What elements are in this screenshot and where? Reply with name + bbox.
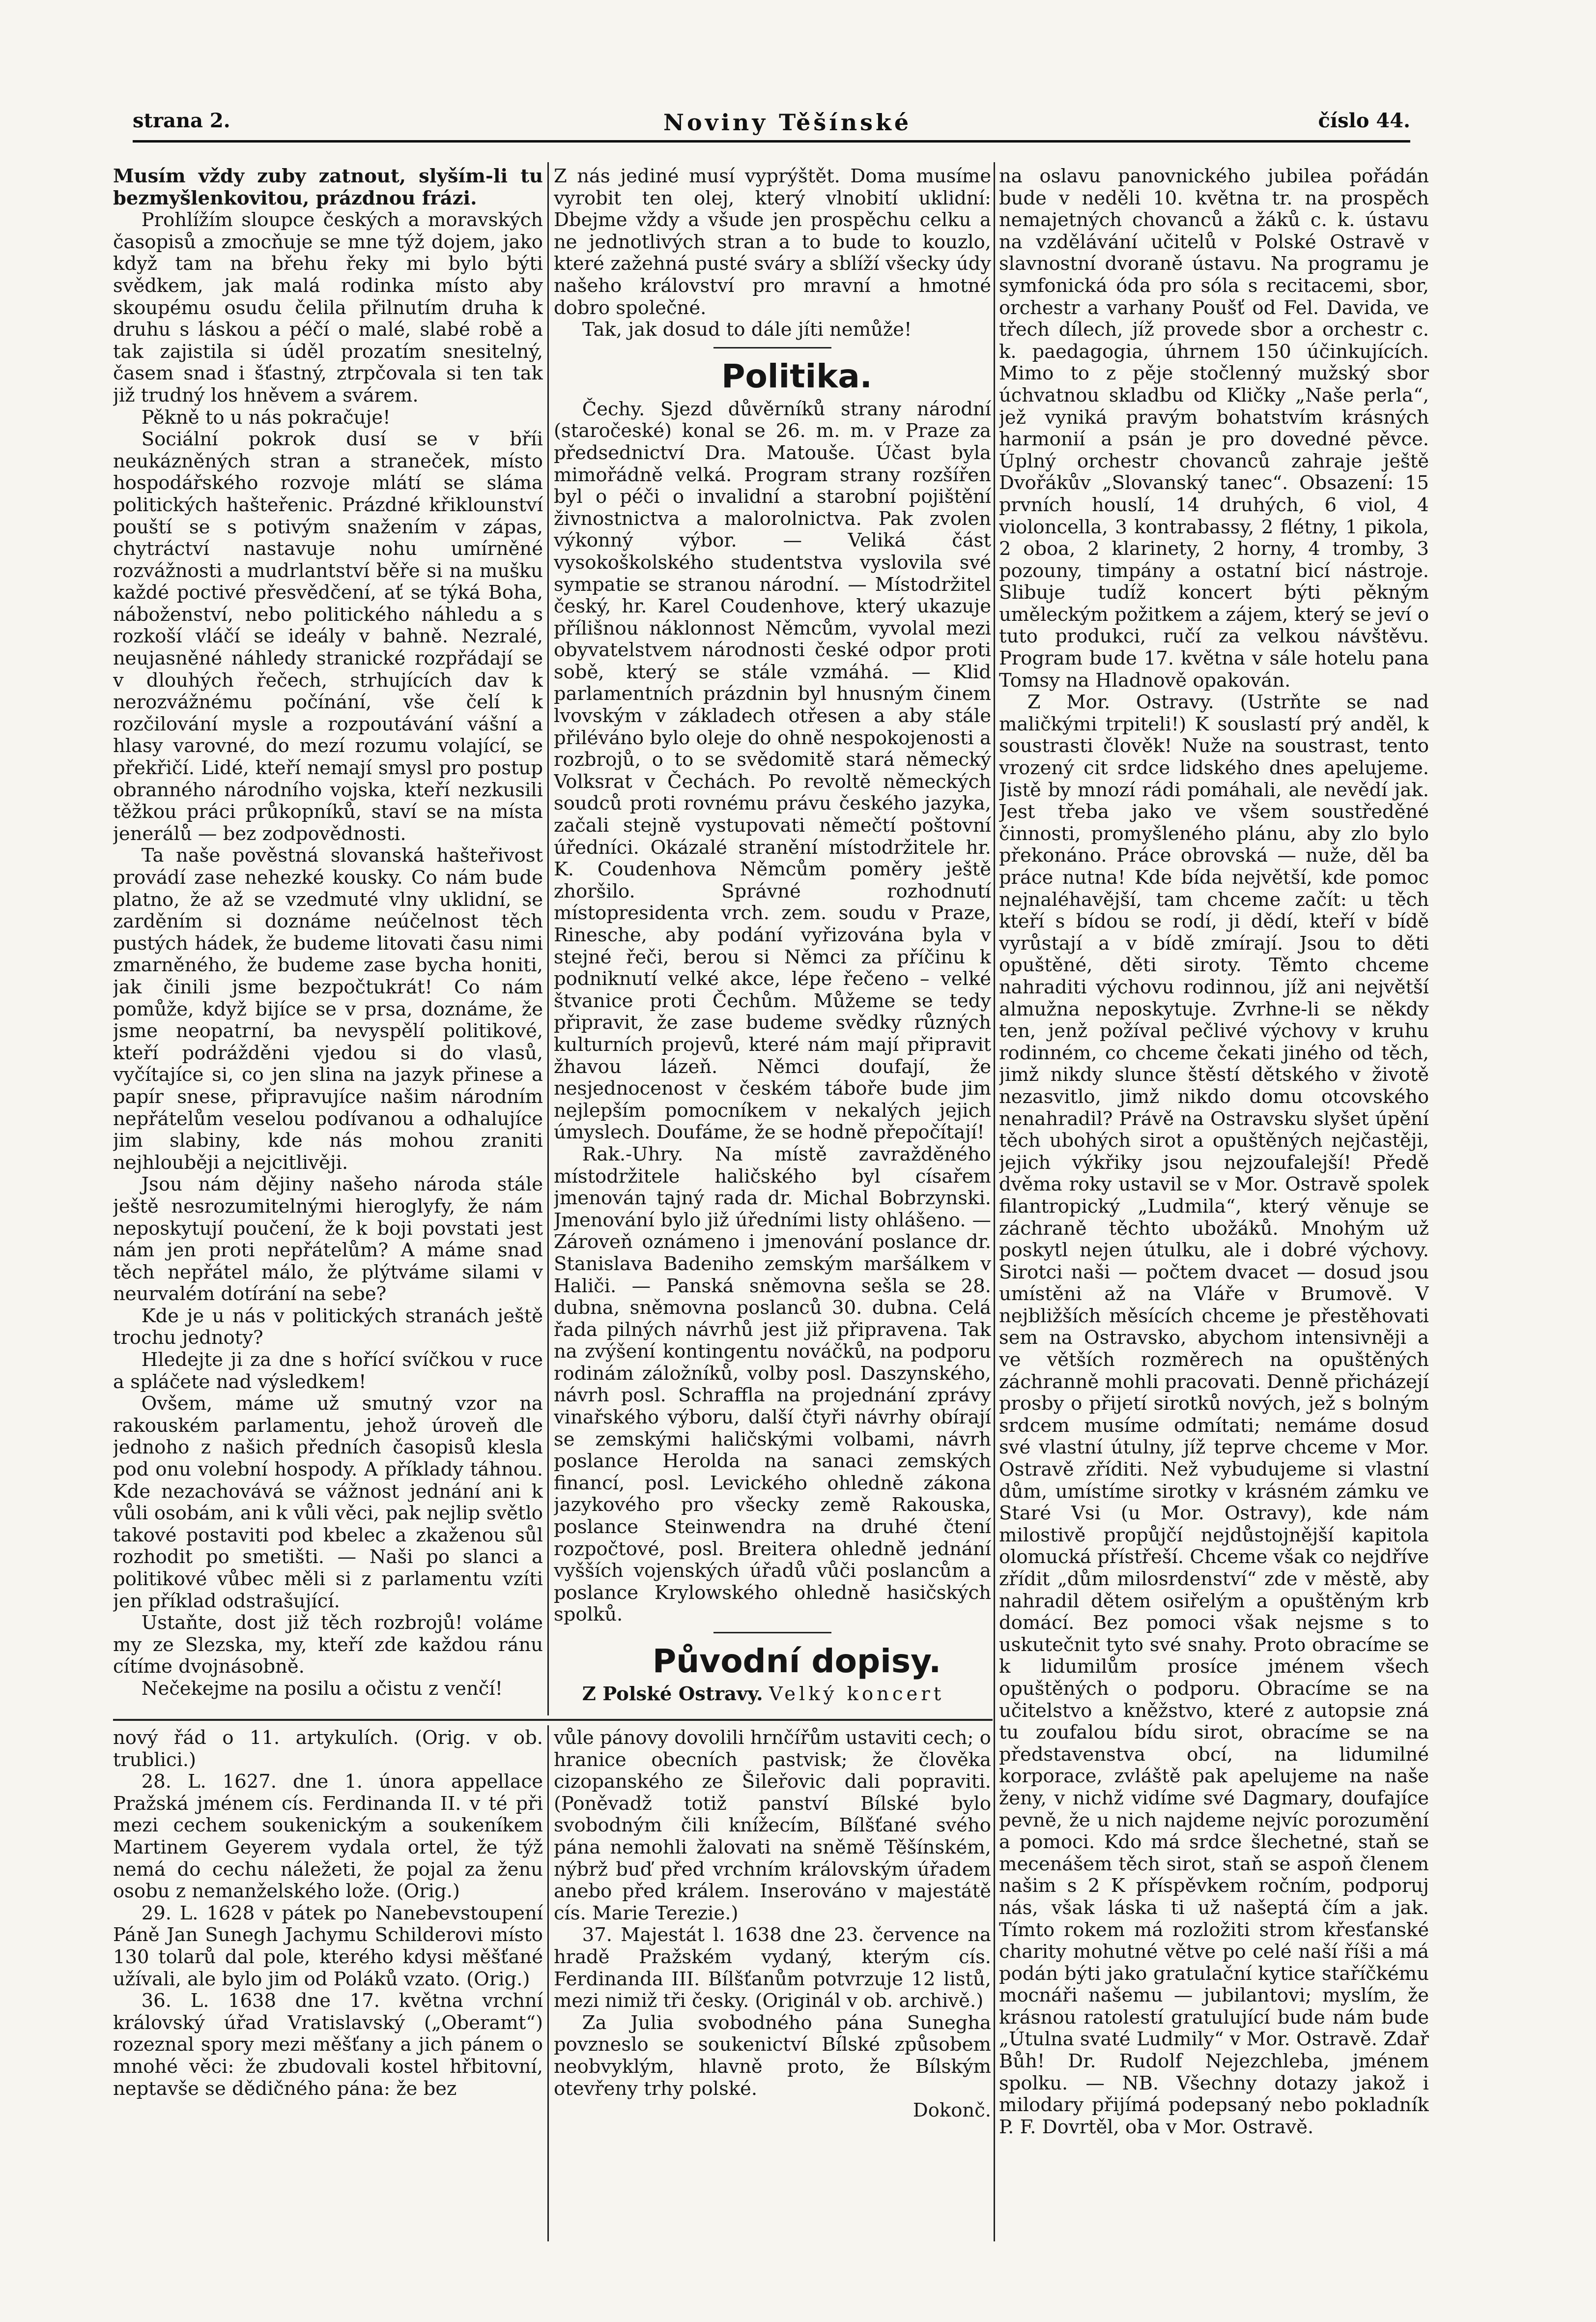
article-column-3 [999,166,1429,2242]
page-header [133,109,1410,144]
paragraph: Tak, jak dosud to dále jíti nemůže! [582,319,912,341]
history-column-2 [554,1727,991,2243]
paragraph: vůle pánovy dovolili hrnčířům ustaviti cech; o hranice obecních pastvisk; že člověka cizopanského ze Šileřovic dali popraviti. (Poněvadž totiž panství Bílské bylo svobodným čili knížecím, Bílšťané svého pána nemohli žalovati na sněmě Těšínském, nýbrž buď před vrchním královským úřadem anebo před králem. Inserováno v majestátě cís. Marie Terezie.) [554,1727,991,1924]
paragraph: Z Mor. Ostravy. (Ustrňte se nad maličkými trpiteli!) K souslastí prý anděl, k soustrasti člověk! Nuže na soustrast, tento vrozený cit srdce lidského dnes apelujeme. Jistě by mnozí rádi pomáhali, ale nevědí jak. Jest třeba jako ve všem soustředěné činnosti, promyšleného plánu, aby zlo bylo překonáno. Práce obrovská — nuže, děl ba práce nutna! Kde bída největší, kde pomoc nejnaléhavější, tam chceme začít: u těch kteří s bídou se rodí, ji dědí, kteří v bídě vyrůstají a v bídě zmírají. Jsou to děti opuštěné, děti siroty. Těmto chceme nahraditi výchovu rodinnou, jíž ani největší almužna neposkytuje. Zvrhne-li se někdy ten, jenž požíval pečlivé výchovy v kruhu rodinném, co chceme čekati jiného od těch, jimž nikdy slunce štěstí dětského v životě nezasvitlo, jimž nikdo domu otcovského nenahradil? Právě na Ostravsku slyšet úpění těch ubohých sirot a opuštěných nejčastěji, jejich výkřiky jsou nejzoufalejší! Předě dvěma roky ustavil se v Mor. Ostravě spolek filantropický „Ludmila“, který věnuje se záchraně těchto ubožáků. Mnohým už poskytl nejen útulku, ale i dobré výchovy. Sirotci naši — počtem dvacet — dosud jsou umístěni až na Vláře v Brumově. V nejbližších měsících chceme je přestěhovati sem na Ostravsko, abychom intensivněji a ve větších rozměrech na opuštěných záchranně mohli pracovati. Denně přicházejí prosby o přijetí sirotků nových, jež s bolným srdcem musíme odmítati; nemáme dosud své vlastní útulny, jíž teprve chceme v Mor. Ostravě zříditi. Než vybudujeme si vlastní dům, umístíme sirotky v krásném zámku ve Staré Vsi (u Mor. Ostravy), kde nám milostivě propůjčí nejdůstojnější kapitola olomucká přístřeší. Chceme však co nejdříve zřídit „dům milosrdenství“ zde v městě, aby nahradil dětem osiřelým a opuštěným krb domácí. Bez pomoci však nejsme s to uskutečnit tyto své snahy. Proto obracíme se k lidumilům prosíce jménem všech opuštěných o podporu. Obracíme se na učitelstvo a kněžstvo, které z autopsie zná tu zoufalou bídu sirot, obracíme se na představenstva obcí, na lidumilné korporace, zvláště pak apelujeme na naše ženy, v nichž vidíme své Dagmary, doufajíce pevně, že u nich najdeme nejvíc porozumění a pomoci. Kdo má srdce šlechetné, staň se mecenášem těch sirot, staň se aspoň členem našim s 2 K příspěvkem ročním, podporuj nás, však láska ti už našeptá čím a jak. Tímto rokem má rozložiti strom křesťanské charity mohutné větve po celé naší říši a má podán býti jako gratulační kytice staříčkému mocnáři našemu — jubilantovi; myslím, že krásnou ratolestí gratulující bude nám bude „Útulna svaté Ludmily“ v Mor. Ostravě. Zdař Bůh! Dr. Rudolf Nejezchleba, jménem spolku. — NB. Všechny dotazy jakož i milodary přijímá podepsaný nebo pokladník P. F. Dovrtěl, oba v Mor. Ostravě. [999,691,1429,2138]
section-heading-politika: Politika. [721,357,872,395]
paragraph: Za Julia svobodného pána Sunegha povzneslo se soukenictví Bílské způsobem neobvyklým, hlavně proto, že Bílským otevřeny trhy polské. [554,2011,991,2100]
article-column-1 [113,166,543,1711]
column-divider [994,162,995,2241]
paragraph: na oslavu panovnického jubilea pořádán bude v neděli 10. května tr. na prospěch nemajetných chovanců a žáků c. k. ústavu na vzdělávání učitelů v Polské Ostravě v slavnostní dvoraně ústavu. Na programu je symfonická óda pro sóla s recitacemi, sbor, orchestr a varhany Poušť od Fel. Davida, ve třech dílech, jíž provede sbor a orchestr c. k. paedagogia, úhrnem 150 účinkujících. Mimo to z pěje stočlenný mužský sbor úchvatnou skladbu od Kličky „Naše perla“, jež vyniká pravým bohatstvím krásných harmonií a psán je pro dovedné pěvce. Úplný orchestr chovanců zahraje ještě Dvořákův „Slovanský tanec“. Obsazení: 15 prvních houslí, 14 druhých, 6 viol, 4 violoncella, 3 kontrabassy, 2 flétny, 1 pikola, 2 oboa, 2 klarinety, 2 horny, 4 tromby, 3 pozouny, timpány a ostatní bicí nástroje. Slibuje tudíž koncert býti pěkným uměleckým požitkem a zájem, který se jeví o tuto produkci, ručí za velkou návštěvu. Program bude 17. května v sále hotelu pana Tomsy na Hladnově opakován. [999,166,1429,692]
paragraph: 37. Majestát l. 1638 dne 23. července na hradě Pražském vydaný, kterým cís. Ferdinanda III. Bílšťanům potvrzuje 12 listů, mezi nimiž tři česky. (Originál v ob. archivě.) [554,1924,991,2012]
history-column-1 [113,1727,543,2243]
section-divider [113,1719,993,1721]
section-heading-puvodni-dopisy: Původní dopisy. [652,1642,941,1680]
paragraph: Ustaňte, dost již těch rozbrojů! voláme my ze Slezska, my, kteří zde každou ránu cítíme dvojnásobně. [113,1612,543,1678]
paragraph: Sociální pokrok dusí se v bříi neukázněných stran a straneček, místo hospodářského rozvoje mlátí se sláma politických hašteřenic. Prázdné křiklounství pouští se s potivým snažením v zápas, chytráctví nastavuje nohu umírněné rozvážnosti a mudrlantství běře si na mušku každé poctivé přesvědčení, ať se týká Boha, náboženství, nebo politického náhledu a s rozkoší vláčí se ideály v bahně. Nezralé, neujasněné náhledy stranické rozpřádají se v dlouhých řečech, strhujících dav k nerozvážnému počínání, vše čelí k rozčilování mysle a rozpoutávání vášní a hlasy varovné, do mezí rozumu volající, se překřičí. Lidé, kteří nemají smysl pro postup obranného národního vojska, kteří nezkusili těžkou práci průkopníků, staví se na místa jenerálů — bez zodpovědnosti. [113,428,543,845]
issue-number: číslo 44. [1318,109,1410,132]
section-rule [713,1632,831,1633]
paragraph: Z nás jediné musí vyprýštět. Doma musíme vyrobit ten olej, který vlnobití uklidní: Dbejme vždy a všude jen prospěchu celku a ne jednotlivých stran a to bude to kouzlo, které zažehná pusté sváry a sblíží všecky údy našeho království pro mravní a hmotné dobro společné. [554,166,991,319]
paragraph: Musím vždy zuby zatnout, slyším-li tu bezmyšlenkovitou, prázdnou frázi. [113,166,543,209]
paragraph: 28. L. 1627. dne 1. února appellace Pražská jménem cís. Ferdinanda II. v té při mezi cechem soukenickým a soukeníkem Martinem Geyerem vydala ortel, že týž nemá do cechu náležeti, že pojal za ženu osobu z nemanželského lože. (Orig.) [113,1771,543,1903]
paragraph: Prohlížím sloupce českých a moravských časopisů a zmocňuje se mne týž dojem, jako když tam na břehu řeky mi bylo býti svědkem, jak malá rodinka místo aby skoupému osudu čelila přilnutím druha k druhu s láskou a péčí o malé, slabé robě a tak zajistila si úděl prozatím snesitelný, časem snad i šťastný, ztrpčovala si ten tak již trudný los hněvem a svárem. [113,209,543,406]
paragraph: Jsou nám dějiny našeho národa stále ještě nesrozumitelnými hieroglyfy, že nám neposkytují poučení, že k boji povstati jest nám jen proti nepřátelům? A máme snad těch nepřátel málo, že plýtváme silami v neurvalém dotírání na sebe? [113,1173,543,1306]
paragraph: 29. L. 1628 v pátek po Nanebevstoupení Páně Jan Sunegh Jachymu Schilderovi místo 130 tolarů dal pole, kterého kdysi měšťané užívali, ale bylo jim od Poláků vzato. (Orig.) [113,1902,543,1990]
paragraph: Nečekejme na posilu a očistu z venčí! [141,1677,503,1700]
paragraph: Rak.-Uhry. Na místě zavražděného místodržitele haličského byl císařem jmenován tajný rada dr. Michal Bobrzynski. Jmenování bylo již úředními listy ohlášeno. — Zároveň oznámeno i jmenování poslance dr. Stanislava Badeniho zemským maršálkem v Haliči. — Panská sněmovna sešla se 28. dubna, sněmovna poslanců 30. dubna. Celá řada pilných návrhů jest již připravena. Tak na zvýšení kontingentu nováčků, na podporu rodinám záložníků, volby posl. Daszynského, návrh posl. Schraffla na projednání zprávy vinařského výboru, další čtyři návrhy obírají se zemskými haličskými volbami, návrh poslance Herolda na sanaci zemských financí, posl. Levického ohledně zákona jazykového pro všecky země Rakouska, poslance Steinwendra na druhé čtení rozpočtové, posl. Breitera ohledně jednání vyšších vojenských úřadů vůči poslancům a poslance Krylowského ohledně hasičských spolků. [554,1143,991,1626]
header-rule [133,140,1410,143]
lead-text: Velký koncert [769,1683,945,1705]
column-divider [547,1725,549,2241]
column-divider [547,162,549,1715]
paragraph: nový řád o 11. artykulích. (Orig. v ob. trublici.) [113,1727,543,1771]
paragraph [554,1683,991,1706]
section-rule [713,347,831,348]
paragraph: Ta naše pověstná slovanská hašteřivost provádí zase nehezké kousky. Co nám bude platno, že až se vzedmuté vlny uklidní, se zarděním si doznáme neúčelnost těch pustých hádek, že budeme litovati času nimi zmarněného, že budeme zase bycha honiti, jak činili jsme bezpočtukrát! Co nám pomůže, když bijíce se v prsa, doznáme, že jsme neopatrní, ba nevyspělí politikové, kteří podrážděni vjedou si do vlasů, vyčítajíce si, co jen slina na jazyk přinese a papír snese, připravujíce našim národním nepřátelům veselou podívanou a odhalujíce jim slabiny, kde nás mohou zraniti nejhlouběji a nejcitlivěji. [113,844,543,1174]
paragraph: Hledejte ji za dne s hořící svíčkou v ruce a spláčete nad výsledkem! [113,1349,543,1393]
paragraph: Pěkně to u nás pokračuje! [141,406,391,429]
paragraph: Čechy. Sjezd důvěrníků strany národní (staročeské) konal se 26. m. m. v Praze za předsednictví Dra. Matouše. Účast byla mimořádně velká. Program strany rozšířen byl o péči o invalidní a starobní pojištění živnostnictva a malorolnictva. Pak zvolen výkonný výbor. — Veliká část vysokoškolského studentstva vyslovila své sympatie se stranou národní. — Místodržitel český, hr. Karel Coudenhove, který ukazuje přílišnou náklonnost Němcům, vyvolal mezi obyvatelstvem národnosti české odpor proti sobě, který se stále vzmáhá. — Klid parlamentních prázdnin byl hnusným činem lvovským v základech otřesen a aby stále přiléváno bylo oleje do ohně nespokojenosti a rozbrojů, o to se svědomitě stará německý Volksrat v Čechách. Po revoltě německých soudců proti rovnému právu českého jazyka, začali stejně vystupovati němečtí poštovní úředníci. Okázalé stranění místodržitele hr. K. Coudenhova Němcům poměry ještě zhoršilo. Správné rozhodnutí místopresidenta vrch. zem. soudu v Praze, Rinesche, aby podání vyřizována byla v stejné řeči, berou si Němci za příčinu k podniknutí velké akce, lépe řečeno – velké štvanice proti Čechům. Můžeme se tedy připravit, že zase budeme svědky různých kulturních projevů, které nám mají připravit žhavou lázeň. Němci doufají, že nesjednocenost v českém táboře bude jim nejlepším pomocníkem v nekalých jejich úmyslech. Doufáme, že se hodně přepočítají! [554,398,991,1144]
paragraph: Ovšem, máme už smutný vzor na rakouském parlamentu, jehož úroveň dle jednoho z našich předních časopisů klesla pod onu volební hospody. A příklady táhnou. Kde nezachovává se vážnost jednání ani k vůli osobám, ani k vůli věci, pak nejlip světlo takové postaviti pod kbelec a zkaženou sůl rozhodit po smetišti. — Naši po slanci a politikové vůbec měli si z parlamentu vzíti jen příklad odstrašující. [113,1393,543,1612]
dateline: Z Polské Ostravy. [582,1683,763,1705]
article-column-2 [554,166,991,1711]
newspaper-title: Noviny Těšínské [663,109,912,136]
paragraph: Kde je u nás v politických stranách ještě trochu jednoty? [113,1305,543,1349]
paragraph: 36. L. 1638 dne 17. května vrchní královský úřad Vratislavský („Oberamt“) rozeznal spory mezi měšťany a jich pánem o mnohé věci: že zbudovali kostel hřbitovní, neptavše se dědičného pána: že bez [113,1990,543,2100]
continued-note: Dokonč. [912,2099,991,2122]
page-number: strana 2. [133,109,230,132]
